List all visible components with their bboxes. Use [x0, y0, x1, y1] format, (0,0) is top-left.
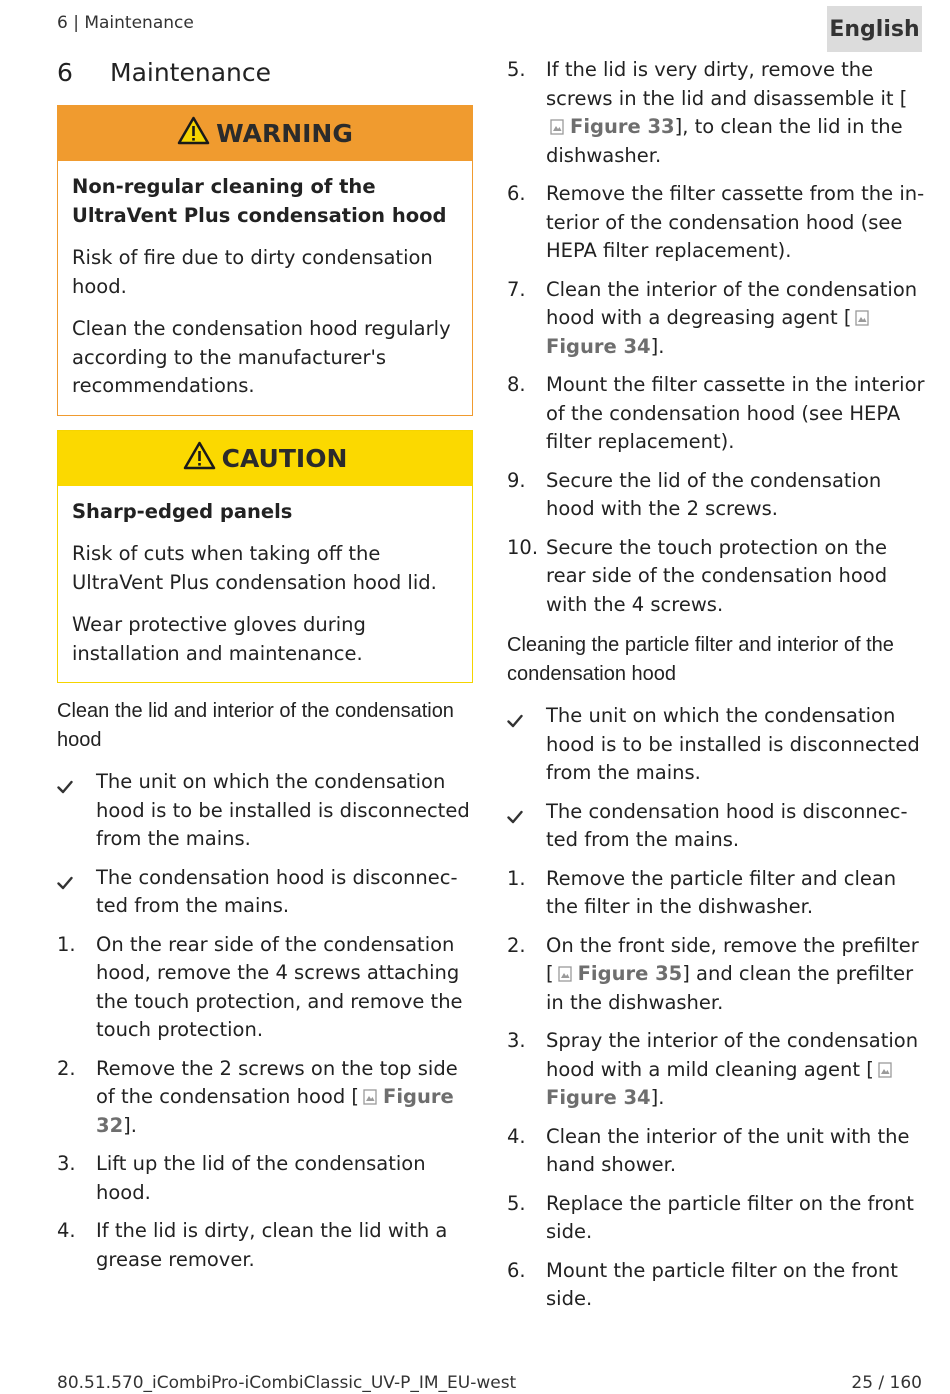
check-marker — [57, 768, 96, 854]
step-text-main: Lift up the lid of the condensation hood. — [96, 1152, 426, 1204]
check-icon — [507, 708, 523, 737]
figure-reference: Figure 34 — [546, 1086, 651, 1109]
left-column — [57, 105, 473, 1284]
step-text-main: Replace the particle filter on the front side. — [546, 1191, 914, 1243]
lid-section-heading: Clean the lid and interior of the condensation hood — [57, 700, 454, 751]
step-text: Clean the interior of the condensation hood with a degreasing agent [Figure 34]. — [546, 277, 918, 358]
step-text-main: Secure the touch protection on the rear side of the condensation hood with the 4 screws. — [546, 535, 888, 616]
step-text — [96, 931, 473, 1045]
step-item — [507, 1027, 925, 1113]
step-text — [546, 1190, 925, 1247]
step-text — [546, 1123, 925, 1180]
step-number: 4. — [57, 1219, 76, 1242]
step-number: 2. — [57, 1056, 76, 1080]
step-number: 8. — [507, 373, 526, 396]
step-text-main: On the front side, remove the prefilter — [546, 933, 919, 957]
step-text-main: Remove the 2 screws on the top side of the condensation hood — [96, 1056, 458, 1108]
running-header: 6 | Maintenance — [57, 13, 194, 33]
step-item — [507, 180, 925, 266]
lid-steps-list-left — [57, 768, 473, 1274]
figure-ref-icon — [363, 1085, 377, 1101]
step-item — [507, 56, 925, 170]
step-text: Spray the interior of the condensation hood with a mild cleaning agent [Figure 34]. — [546, 1029, 919, 1109]
caution-header — [58, 431, 472, 486]
warning-action: Clean the condensation hood regularly according to the manufacturer's recommendations. — [72, 317, 451, 397]
figure-reference: Figure 35 — [577, 962, 683, 985]
step-text-main: Clean the interior of the condensation hood with a degreasing agent — [546, 277, 918, 329]
prerequisite-item — [507, 798, 925, 855]
step-number: 1. — [507, 866, 526, 890]
step-text-main: Secure the lid of the condensation hood with the 2 screws. — [546, 468, 882, 520]
step-text: On the front side, remove the prefilter [ Figure 35] and clean the prefilter in the dishwasher. — [546, 933, 919, 1014]
warning-header — [58, 106, 472, 161]
step-number: 6. — [507, 182, 526, 205]
figure-ref-icon — [558, 962, 572, 978]
caution-label: CAUTION — [221, 443, 348, 473]
chapter-number: 6 — [57, 58, 73, 87]
step-number: 4. — [507, 1124, 526, 1148]
step-item — [507, 865, 925, 922]
prerequisite-item — [507, 702, 925, 788]
step-item — [57, 931, 473, 1045]
step-item — [507, 1190, 925, 1247]
right-column — [507, 56, 925, 1324]
step-text-after: ], to clean the lid in the dishwasher. — [546, 115, 903, 167]
step-number: 9. — [507, 468, 526, 492]
warning-triangle-icon — [177, 116, 210, 151]
figure-ref-icon — [878, 1058, 892, 1074]
caution-box — [57, 430, 473, 684]
caution-risk: Risk of cuts when taking off the UltraVent Plus condensation hood lid. — [72, 542, 437, 594]
footer-doc-id: 80.51.570_iCombiPro-iCombiClassic_UV-P_IM_EU-west — [57, 1373, 517, 1393]
step-text-main: Mount the particle filter on the front side. — [546, 1258, 898, 1310]
prerequisite-text: The unit on which the condensation hood is to be installed is disconnected from the mains. — [546, 704, 920, 784]
prerequisite-text: The condensation hood is disconnec-ted from the mains. — [96, 865, 458, 917]
step-text — [96, 1150, 473, 1207]
step-number: 6. — [507, 1258, 526, 1282]
step-item — [507, 534, 925, 620]
caution-action: Wear protective gloves during installation and maintenance. — [72, 613, 366, 665]
step-text — [96, 1217, 473, 1274]
step-text-main: Clean the interior of the unit with the hand shower. — [546, 1124, 910, 1176]
step-number: 7. — [507, 277, 526, 301]
step-text: Remove the 2 screws on the top side of the condensation hood [ Figure 32]. — [96, 1056, 458, 1137]
step-text-after: ]. — [650, 334, 665, 358]
step-item — [507, 1123, 925, 1180]
prerequisite-text: The unit on which the condensation hood is to be installed is disconnected from the mains. — [96, 770, 470, 850]
step-text-main: If the lid is dirty, clean the lid with a grease remover. — [96, 1219, 448, 1271]
step-text — [546, 371, 925, 457]
step-item — [57, 1150, 473, 1207]
check-icon — [507, 804, 523, 833]
figure-reference: Figure 33 — [570, 115, 675, 138]
step-item — [57, 1055, 473, 1141]
check-marker — [507, 702, 546, 788]
warning-body — [58, 161, 472, 415]
step-text-after: ]. — [123, 1113, 137, 1137]
step-number: 3. — [57, 1152, 76, 1175]
step-text-main: Spray the interior of the condensation hood with a mild cleaning agent — [546, 1029, 919, 1081]
prerequisite-item — [57, 864, 473, 921]
step-text-main: On the rear side of the condensation hood, remove the 4 screws attaching the touch protection, and remove the touch protection. — [96, 932, 463, 1041]
figure-ref-icon — [550, 115, 564, 131]
step-number: 10. — [507, 535, 539, 559]
check-icon — [57, 870, 73, 899]
step-item — [57, 1217, 473, 1274]
step-text — [546, 534, 925, 620]
check-marker — [57, 864, 96, 921]
step-text — [546, 1257, 925, 1314]
step-text-main: Remove the filter cassette from the in-terior of the condensation hood (see HEPA filter replacement). — [546, 182, 925, 262]
prerequisite-item — [57, 768, 473, 854]
figure-reference: Figure 34 — [546, 334, 651, 358]
check-icon — [57, 774, 73, 803]
footer-page-number: 25 / 160 — [851, 1373, 922, 1393]
step-text-after: ]. — [650, 1086, 665, 1109]
figure-reference: Figure 32 — [96, 1085, 454, 1137]
particle-steps-list — [507, 702, 925, 1314]
caution-body — [58, 486, 472, 683]
step-item — [507, 932, 925, 1018]
step-text — [546, 865, 925, 922]
warning-label: WARNING — [216, 119, 353, 148]
step-item — [507, 1257, 925, 1314]
step-text-main: If the lid is very dirty, remove the screws in the lid and disassemble it — [546, 58, 894, 110]
particle-section-heading: Cleaning the particle filter and interior of the condensation hood — [507, 634, 894, 685]
step-number: 3. — [507, 1029, 526, 1052]
step-text-main: Mount the filter cassette in the interior of the condensation hood (see HEPA filter replacement). — [546, 373, 925, 453]
step-number: 5. — [507, 58, 526, 81]
step-item — [507, 371, 925, 457]
step-number: 5. — [507, 1191, 526, 1215]
chapter-title: Maintenance — [110, 58, 271, 87]
warning-box — [57, 105, 473, 416]
step-number: 2. — [507, 933, 526, 957]
lid-steps-list-right — [507, 56, 925, 619]
prerequisite-text: The condensation hood is disconnec-ted from the mains. — [546, 799, 908, 851]
language-badge: English — [827, 6, 922, 52]
step-text-main: Remove the particle filter and clean the filter in the dishwasher. — [546, 866, 897, 918]
figure-ref-icon — [855, 306, 869, 322]
step-text: If the lid is very dirty, remove the screws in the lid and disassemble it [Figure 33], to clean the lid in the dishwasher. — [546, 58, 908, 167]
step-item — [507, 467, 925, 524]
step-text — [546, 467, 925, 524]
step-item — [507, 276, 925, 362]
caution-title: Sharp-edged panels — [72, 499, 293, 523]
check-marker — [507, 798, 546, 855]
step-number: 1. — [57, 932, 76, 956]
step-text-after: ] and clean the prefilter in the dishwasher. — [546, 962, 914, 1014]
step-text — [546, 180, 925, 266]
warning-risk: Risk of fire due to dirty condensation hood. — [72, 246, 433, 298]
caution-triangle-icon — [183, 441, 216, 476]
chapter-heading — [57, 58, 271, 87]
warning-title: Non-regular cleaning of the UltraVent Plus condensation hood — [72, 175, 447, 227]
